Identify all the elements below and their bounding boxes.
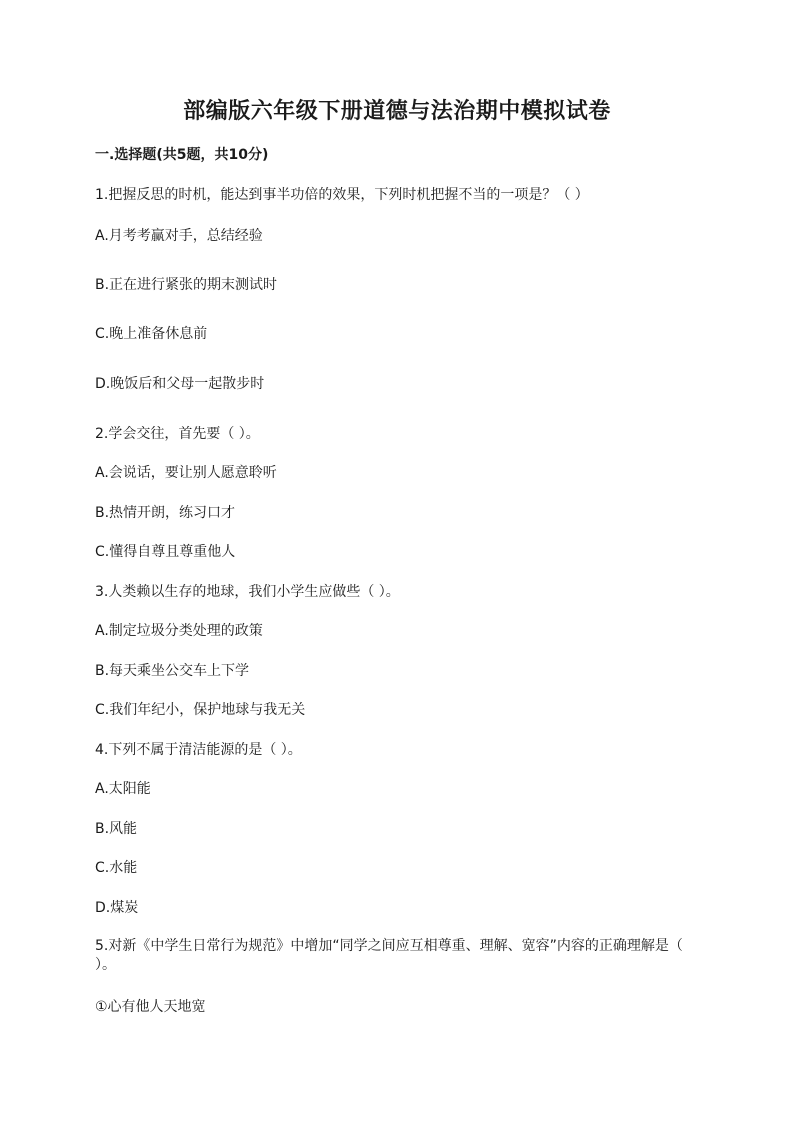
question-4-option-a: A.太阳能: [95, 781, 151, 797]
question-1-option-a: A.月考考赢对手，总结经验: [95, 228, 263, 244]
question-3-stem: 3.人类赖以生存的地球，我们小学生应做些（ ）。: [95, 584, 400, 600]
question-1-option-c: C.晚上准备休息前: [95, 326, 208, 342]
question-4-stem: 4.下列不属于清洁能源的是（ ）。: [95, 742, 302, 758]
question-2-stem: 2.学会交往，首先要（ ）。: [95, 426, 260, 442]
question-1-option-b: B.正在进行紧张的期末测试时: [95, 277, 278, 293]
section-heading: 一.选择题(共5题，共10分): [95, 147, 269, 163]
page-title: 部编版六年级下册道德与法治期中模拟试卷: [183, 98, 611, 124]
question-5-item-1: ①心有他人天地宽: [95, 999, 206, 1015]
question-4-option-c: C.水能: [95, 860, 138, 876]
question-3-option-a: A.制定垃圾分类处理的政策: [95, 623, 263, 639]
question-4-option-d: D.煤炭: [95, 900, 139, 916]
question-2-option-a: A.会说话，要让别人愿意聆听: [95, 465, 277, 481]
question-1-stem: 1.把握反思的时机，能达到事半功倍的效果，下列时机把握不当的一项是？（ ）: [95, 187, 589, 203]
question-2-option-c: C.懂得自尊且尊重他人: [95, 544, 236, 560]
question-3-option-c: C.我们年纪小，保护地球与我无关: [95, 702, 306, 718]
question-2-option-b: B.热情开朗，练习口才: [95, 505, 236, 521]
question-4-option-b: B.风能: [95, 821, 138, 837]
question-5-stem: 5.对新《中学生日常行为规范》中增加“同学之间应互相尊重、理解、宽容”内容的正确理解是（ ）。: [95, 938, 683, 973]
question-3-option-b: B.每天乘坐公交车上下学: [95, 663, 250, 679]
question-1-option-d: D.晚饭后和父母一起散步时: [95, 376, 265, 392]
